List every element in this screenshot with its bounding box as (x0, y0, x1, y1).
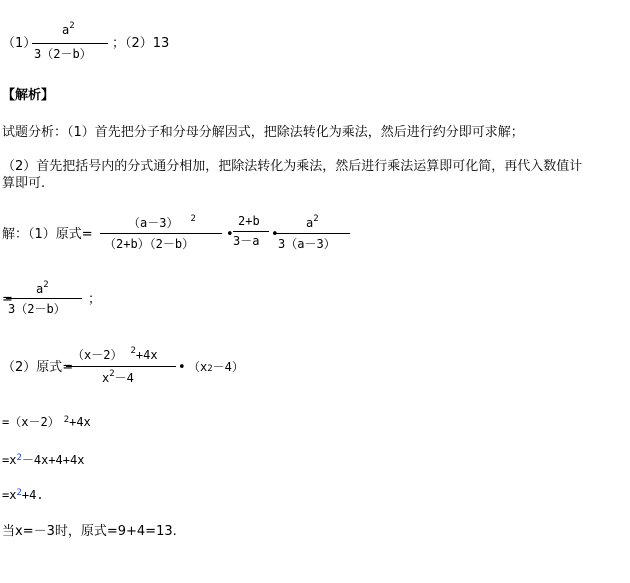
solution-1-frac2-numerator: 2+b (238, 214, 260, 228)
solution-1-frac1-bar (100, 233, 222, 234)
result-1-fraction-bar (6, 298, 82, 299)
solution-1-frac1-denominator: （2+b）（2－b） (104, 237, 195, 251)
result-1-numerator: $a^2$ (36, 280, 49, 296)
solution-1-frac2-denominator: 3－a (233, 234, 260, 248)
solution-1-dot-2: • (271, 227, 279, 242)
solution-2-dot: • (178, 360, 186, 375)
solution-2-lead: （2）原式= (2, 360, 74, 375)
solution-1-frac3-denominator: 3（a－3） (278, 237, 336, 251)
step-line-2: $=x^2-4x+4+4x$ (2, 453, 85, 467)
analysis-line-2b: 算即可. (2, 176, 46, 191)
answer-part1-label: （1） (2, 36, 37, 51)
solution-2-denominator: $x^2-4$ (102, 369, 134, 385)
result-1-denominator: 3（2－b） (8, 302, 66, 316)
solution-2-numerator: （x－2） $^2$+4x (72, 346, 158, 362)
result-1-semicolon: ； (88, 292, 102, 307)
result-1-equals: = (2, 292, 13, 307)
analysis-heading: 【解析】 (2, 88, 55, 103)
analysis-line-2a: （2）首先把括号内的分式通分相加，把除法转化为乘法，然后进行乘法运算即可化简，再代入数值计 (2, 159, 583, 174)
analysis-line-1: 试题分析：（1）首先把分子和分母分解因式，把除法转化为乘法，然后进行约分即可求解； (2, 125, 524, 140)
solution-2-tail: （x2－4） (188, 360, 244, 374)
solution-1-frac3-bar (276, 233, 350, 234)
answer-fraction-bar (32, 43, 108, 44)
step-line-1: =（x－2） $^2$+4x (2, 415, 91, 429)
answer-part2: ；（2）13 (112, 36, 170, 51)
solution-1-frac2-bar (233, 231, 269, 232)
answer-fraction-denominator: 3（2－b） (34, 47, 92, 61)
solution-1-frac1-numerator: （a－3） $^2$ (128, 214, 196, 230)
answer-fraction-numerator: $a^2$ (62, 21, 75, 37)
solution-1-dot-1: • (226, 227, 234, 242)
step-line-3: $=x^2+4$. (2, 488, 44, 502)
solution-1-lead: 解：（1）原式= (2, 227, 93, 242)
solution-2-fraction-bar (66, 366, 176, 367)
solution-1-frac3-numerator: $a^2$ (306, 214, 319, 230)
final-answer-line: 当x=－3时，原式=9+4=13. (2, 524, 177, 539)
